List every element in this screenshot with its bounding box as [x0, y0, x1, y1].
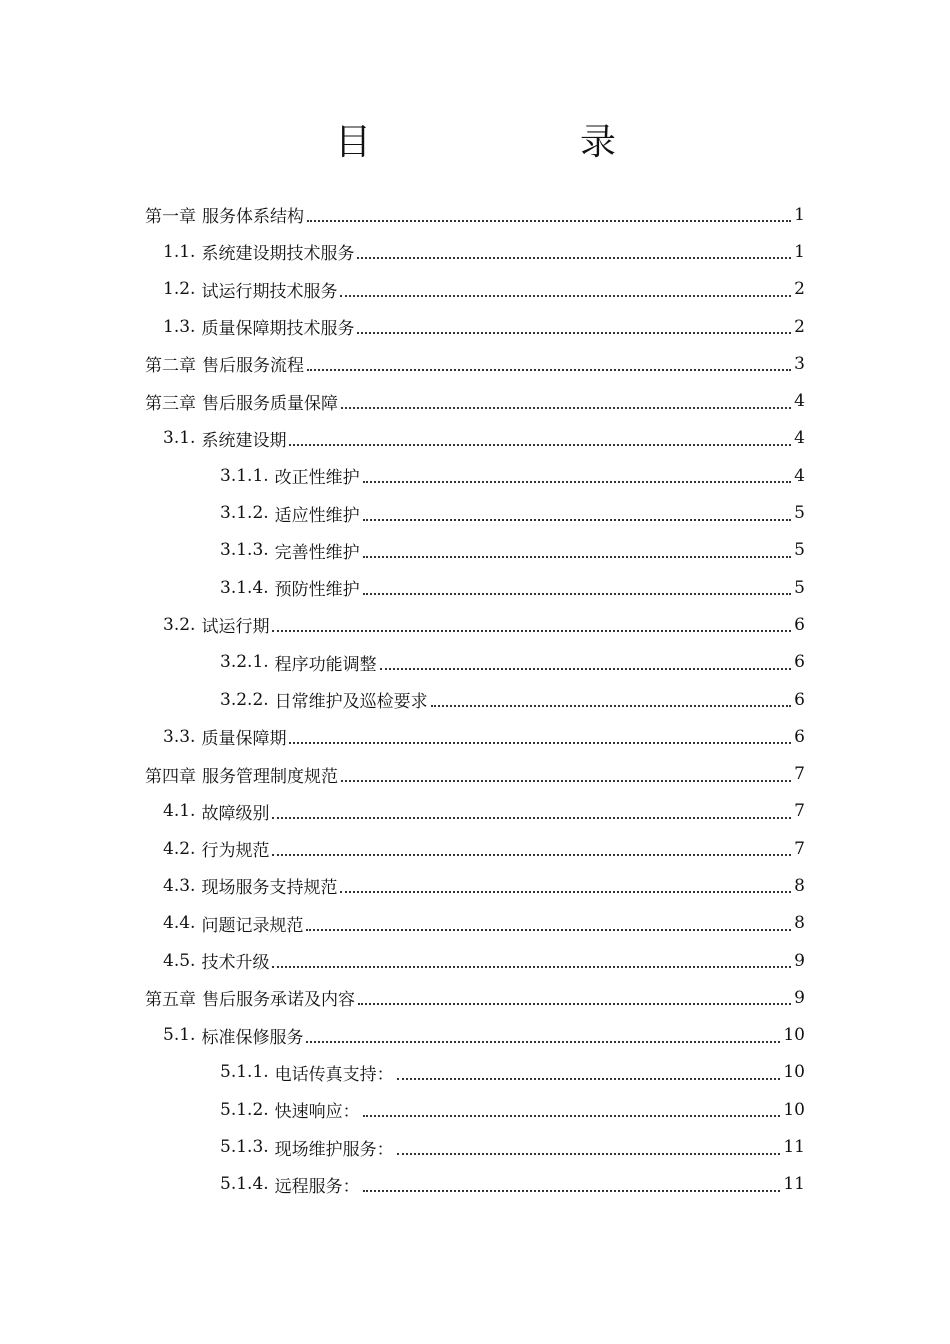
toc-entry-title: 日常维护及巡检要求: [274, 692, 428, 712]
toc-entry[interactable]: [145, 382, 805, 419]
toc-entry-number: 5.1.: [163, 1025, 196, 1046]
toc-entry-number: 3.1.1.: [220, 465, 269, 486]
toc-entry-number: 4.5.: [163, 950, 196, 971]
toc-entry[interactable]: [145, 196, 805, 233]
toc-dot-leader: [363, 592, 792, 595]
toc-dot-leader: [363, 555, 792, 558]
toc-entry-page: 1: [794, 204, 805, 225]
toc-entry-page: 11: [783, 1137, 805, 1158]
toc-entry-page: 6: [794, 726, 805, 747]
toc-entry-title: 电话传真支持：: [274, 1064, 394, 1085]
toc-dot-leader: [363, 1189, 781, 1192]
toc-entry[interactable]: [145, 830, 805, 867]
toc-entry[interactable]: [145, 1128, 805, 1165]
toc-entry-page: 7: [794, 801, 805, 822]
toc-entry-title: 行为规范: [201, 841, 270, 862]
toc-dot-leader: [307, 368, 791, 371]
toc-dot-leader: [272, 816, 791, 819]
toc-dot-leader: [272, 965, 791, 968]
toc-entry-title: 服务管理制度规范: [202, 766, 338, 787]
toc-entry-number: 5.1.1.: [220, 1062, 269, 1083]
toc-entry-number: 3.1.2.: [220, 503, 269, 524]
toc-entry-number: 5.1.3.: [220, 1137, 269, 1158]
toc-entry-title: 改正性维护: [274, 468, 360, 489]
toc-dot-leader: [397, 1077, 781, 1080]
toc-entry-number: 3.1.3.: [220, 540, 269, 561]
toc-entry-title: 技术升级: [201, 953, 270, 974]
toc-entry-page: 8: [794, 875, 805, 896]
toc-entry-number: 第一章: [145, 207, 196, 228]
toc-dot-leader: [340, 890, 791, 893]
toc-entry[interactable]: [145, 755, 805, 792]
toc-dot-leader: [380, 667, 792, 670]
toc-entry[interactable]: [145, 867, 805, 904]
toc-dot-leader: [272, 629, 791, 632]
toc-entry-page: 5: [794, 540, 805, 561]
toc-dot-leader: [340, 294, 791, 297]
toc-entry[interactable]: [145, 942, 805, 979]
toc-entry-title: 售后服务承诺及内容: [202, 990, 355, 1011]
toc-entry-title: 现场服务支持规范: [201, 878, 338, 899]
toc-entry[interactable]: [145, 793, 805, 830]
toc-entry[interactable]: [145, 905, 805, 942]
toc-entry-number: 第二章: [145, 356, 196, 377]
toc-entry-title: 现场维护服务：: [274, 1139, 394, 1160]
toc-entry-title: 系统建设期技术服务: [201, 244, 355, 265]
toc-entry-number: 5.1.2.: [220, 1099, 269, 1120]
toc-dot-leader: [306, 1040, 780, 1043]
table-of-contents: [145, 196, 805, 1203]
toc-entry[interactable]: [145, 979, 805, 1016]
toc-dot-leader: [306, 928, 791, 931]
toc-entry-page: 4: [794, 391, 805, 412]
toc-entry[interactable]: [145, 271, 805, 308]
toc-dot-leader: [307, 219, 791, 222]
toc-entry-page: 4: [794, 465, 805, 486]
toc-entry[interactable]: [145, 233, 805, 270]
toc-entry[interactable]: [145, 308, 805, 345]
toc-entry-number: 1.2.: [163, 279, 196, 300]
toc-dot-leader: [357, 256, 791, 259]
toc-entry-title: 远程服务：: [274, 1176, 360, 1197]
toc-entry-title: 售后服务质量保障: [202, 393, 338, 414]
toc-dot-leader: [363, 480, 792, 483]
toc-entry-page: 10: [783, 1025, 805, 1046]
toc-entry-page: 1: [794, 241, 805, 262]
toc-dot-leader: [289, 741, 791, 744]
toc-entry[interactable]: [145, 569, 805, 606]
toc-entry-page: 10: [783, 1062, 805, 1083]
toc-dot-leader: [431, 704, 792, 707]
toc-entry-number: 3.2.: [163, 614, 196, 635]
toc-entry-page: 6: [794, 614, 805, 635]
toc-entry[interactable]: [145, 1017, 805, 1054]
toc-entry-number: 第三章: [145, 393, 196, 414]
toc-entry[interactable]: [145, 681, 805, 718]
toc-entry-number: 3.1.4.: [220, 577, 269, 598]
toc-entry[interactable]: [145, 532, 805, 569]
toc-entry-number: 4.4.: [163, 913, 196, 934]
toc-entry[interactable]: [145, 606, 805, 643]
toc-entry-page: 6: [794, 689, 805, 710]
toc-dot-leader: [341, 779, 791, 782]
toc-entry-page: 2: [794, 316, 805, 337]
toc-entry-number: 3.1.: [163, 428, 196, 449]
toc-entry-number: 4.2.: [163, 838, 196, 859]
toc-entry[interactable]: [145, 1166, 805, 1203]
toc-entry-title: 快速响应：: [274, 1102, 360, 1123]
toc-entry-title: 服务体系结构: [202, 207, 304, 228]
title-char-right: 录: [580, 122, 617, 163]
toc-entry-number: 3.2.1.: [220, 652, 269, 673]
toc-entry-title: 程序功能调整: [274, 654, 377, 675]
toc-entry-title: 预防性维护: [274, 580, 360, 601]
toc-entry[interactable]: [145, 1054, 805, 1091]
toc-entry-title: 标准保修服务: [201, 1027, 304, 1048]
page-title: [0, 118, 950, 168]
toc-entry-number: 4.3.: [163, 875, 196, 896]
toc-entry-title: 试运行期技术服务: [201, 281, 338, 302]
toc-entry[interactable]: [145, 718, 805, 755]
toc-entry-page: 4: [794, 428, 805, 449]
toc-entry[interactable]: [145, 457, 805, 494]
toc-entry-number: 第四章: [145, 766, 196, 787]
toc-entry-title: 系统建设期: [201, 430, 287, 451]
toc-entry[interactable]: [145, 345, 805, 382]
toc-entry[interactable]: [145, 1091, 805, 1128]
toc-dot-leader: [272, 853, 791, 856]
toc-entry-title: 质量保障期: [201, 729, 287, 750]
toc-dot-leader: [357, 331, 791, 334]
title-char-left: 目: [335, 122, 372, 163]
toc-entry-page: 5: [794, 503, 805, 524]
toc-entry-number: 第五章: [145, 990, 196, 1011]
toc-entry-title: 质量保障期技术服务: [201, 319, 355, 340]
toc-entry-title: 问题记录规范: [201, 915, 304, 936]
toc-entry-number: 1.1.: [163, 241, 196, 262]
toc-dot-leader: [289, 443, 791, 446]
toc-entry-page: 11: [783, 1174, 805, 1195]
toc-entry-title: 售后服务流程: [202, 356, 304, 377]
toc-dot-leader: [341, 406, 791, 409]
toc-entry-title: 完善性维护: [274, 542, 360, 563]
toc-entry-page: 7: [794, 838, 805, 859]
toc-dot-leader: [363, 518, 792, 521]
toc-entry-number: 5.1.4.: [220, 1174, 269, 1195]
toc-dot-leader: [363, 1114, 781, 1117]
toc-entry-number: 1.3.: [163, 316, 196, 337]
toc-entry-page: 5: [794, 577, 805, 598]
toc-entry[interactable]: [145, 494, 805, 531]
toc-entry-page: 2: [794, 279, 805, 300]
toc-entry-page: 3: [794, 353, 805, 374]
toc-entry-page: 10: [783, 1099, 805, 1120]
toc-entry-page: 9: [794, 987, 805, 1008]
toc-entry-title: 试运行期: [201, 617, 270, 638]
toc-entry-number: 3.3.: [163, 726, 196, 747]
toc-entry[interactable]: [145, 644, 805, 681]
toc-entry-page: 7: [794, 764, 805, 785]
toc-entry-title: 适应性维护: [274, 505, 360, 526]
toc-entry-number: 4.1.: [163, 801, 196, 822]
toc-dot-leader: [397, 1152, 781, 1155]
toc-entry-title: 故障级别: [201, 803, 270, 824]
toc-entry-number: 3.2.2.: [220, 689, 269, 710]
toc-entry-page: 6: [794, 652, 805, 673]
toc-entry-page: 9: [794, 950, 805, 971]
toc-entry-page: 8: [794, 913, 805, 934]
toc-dot-leader: [358, 1002, 791, 1005]
toc-entry[interactable]: [145, 420, 805, 457]
